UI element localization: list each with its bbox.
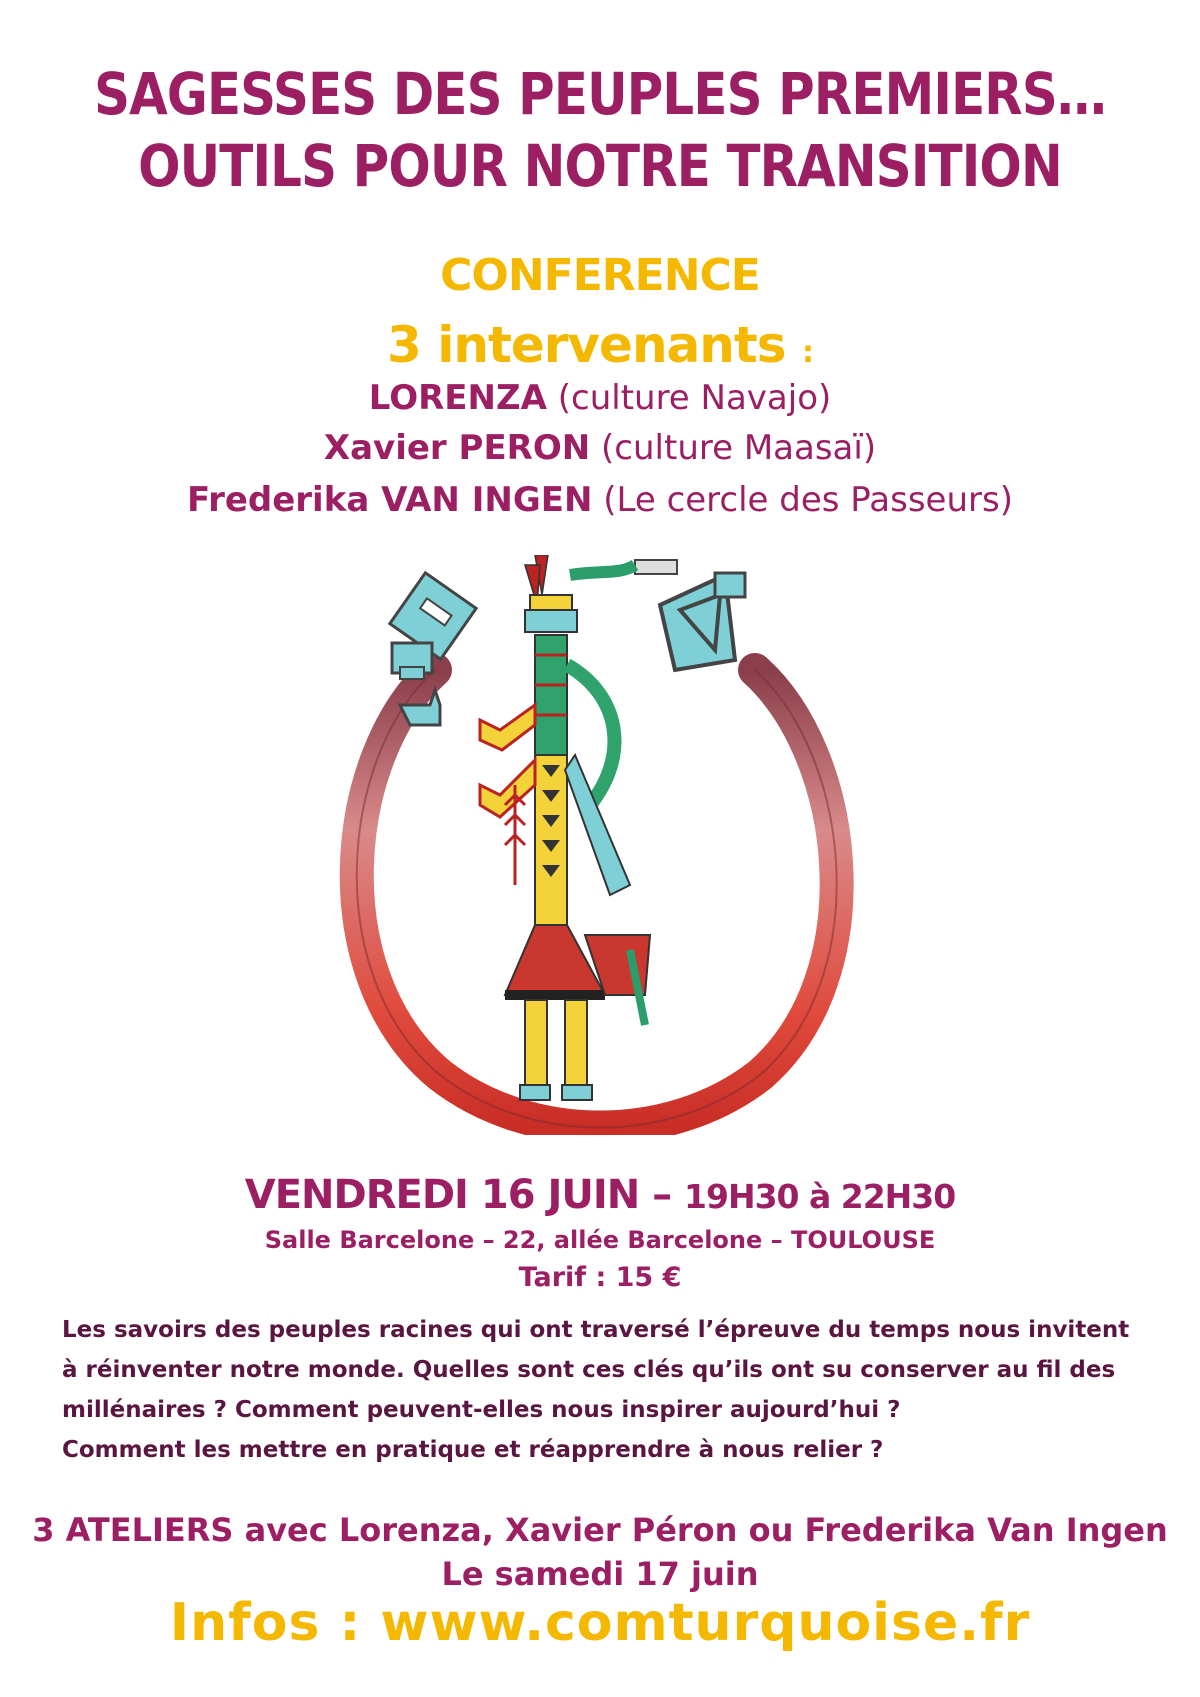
navajo-figure-illustration	[330, 555, 870, 1135]
right-head-shape	[635, 560, 745, 670]
rainbow-ring	[357, 670, 837, 1128]
speakers-heading-text: 3 intervenants	[387, 316, 786, 374]
speaker-note: (culture Maasaï)	[601, 428, 877, 468]
speaker-note: (culture Navajo)	[557, 378, 832, 418]
speaker-note: (Le cercle des Passeurs)	[603, 480, 1013, 520]
speaker-line	[0, 428, 1200, 468]
speaker-name: LORENZA	[368, 378, 547, 418]
speaker-line	[0, 480, 1200, 520]
speakers-heading	[0, 316, 1200, 374]
title-line-2: OUTILS POUR NOTRE TRANSITION	[138, 132, 1062, 200]
event-date-text: VENDREDI 16 JUIN –	[244, 1172, 672, 1218]
description-line: millénaires ? Comment peuvent-elles nous inspirer aujourd’hui ?	[62, 1397, 901, 1423]
description-line: à réinventer notre monde. Quelles sont ces clés qu’ils ont su conserver au fil des	[62, 1357, 1116, 1383]
event-date	[0, 1172, 1200, 1218]
title-line-1: SAGESSES DES PEUPLES PREMIERS…	[94, 60, 1106, 128]
info-website: Infos : www.comturquoise.fr	[169, 1593, 1031, 1653]
speaker-name: Frederika VAN INGEN	[187, 480, 593, 520]
conference-label: CONFERENCE	[440, 250, 760, 301]
description-line: Les savoirs des peuples racines qui ont traversé l’épreuve du temps nous invitent	[62, 1317, 1130, 1343]
event-price: Tarif : 15 €	[518, 1262, 682, 1293]
left-head-shape	[390, 573, 476, 679]
workshops-line-1: 3 ATELIERS avec Lorenza, Xavier Péron ou Frederika Van Ingen	[32, 1511, 1168, 1549]
workshops-info	[0, 1508, 1200, 1596]
speaker-name: Xavier PERON	[323, 428, 591, 468]
speaker-line	[0, 378, 1200, 418]
event-venue: Salle Barcelone – 22, allée Barcelone – TOULOUSE	[264, 1226, 936, 1254]
speakers-heading-colon: :	[801, 335, 813, 370]
description	[62, 1310, 1152, 1470]
poster-title	[84, 58, 1116, 202]
event-time: 19H30 à 22H30	[684, 1177, 956, 1216]
workshops-line-2: Le samedi 17 juin	[441, 1555, 759, 1593]
description-line: Comment les mettre en pratique et réapprendre à nous relier ?	[62, 1437, 884, 1463]
